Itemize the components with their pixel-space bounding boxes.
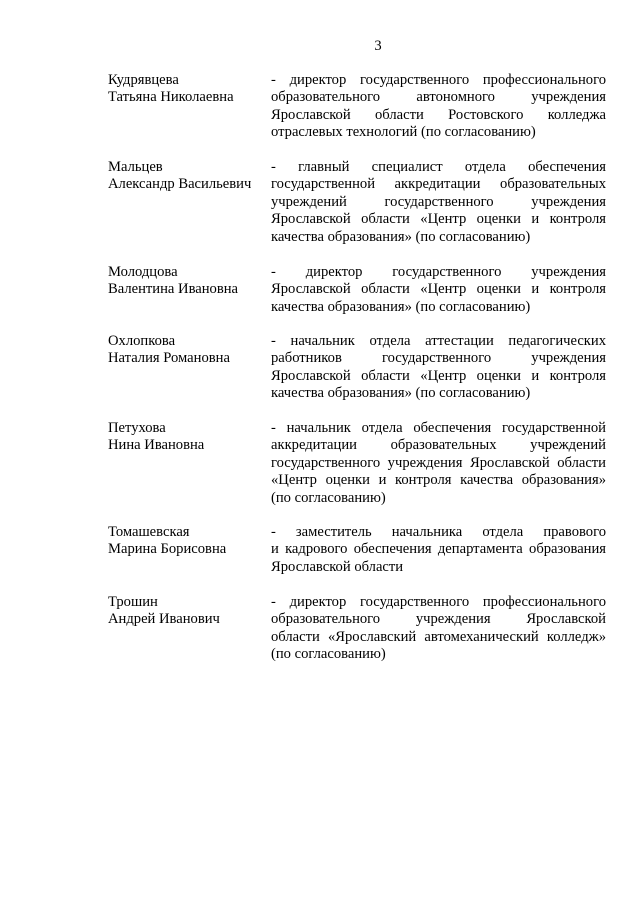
position-line: - директор государственного учреждения: [271, 264, 606, 280]
member-name: [108, 159, 268, 194]
member-name: [108, 333, 268, 368]
position-line: образовательного учреждения Ярославской: [271, 611, 606, 628]
member-given-names: Татьяна Николаевна: [108, 89, 234, 106]
member-name: [108, 264, 268, 299]
member-surname: Кудрявцева: [108, 72, 179, 88]
position-line: - главный специалист отдела обеспечения: [271, 159, 606, 175]
member-surname: Томашевская: [108, 524, 190, 540]
position-line: качества образования» (по согласованию): [271, 385, 531, 402]
position-line: - директор государственного профессионального: [271, 72, 606, 88]
position-line: - директор государственного профессионального: [271, 594, 606, 610]
position-line: - начальник отдела обеспечения государственной: [271, 420, 606, 436]
member-position: [271, 420, 606, 507]
member-position: [271, 159, 606, 246]
member-given-names: Андрей Иванович: [108, 611, 220, 628]
member-surname: Охлопкова: [108, 333, 176, 349]
position-line: Ярославской области «Центр оценки и контроля: [271, 367, 606, 384]
member-given-names: Александр Васильевич: [108, 176, 252, 193]
position-line: «Центр оценки и контроля качества образования»: [271, 472, 606, 489]
position-line: (по согласованию): [271, 489, 386, 506]
member-surname: Трошин: [108, 594, 158, 610]
member-position: [271, 524, 606, 576]
member-name: [108, 594, 268, 629]
position-line: государственного учреждения Ярославской области: [271, 454, 606, 471]
page-number: 3: [374, 38, 382, 54]
member-position: [271, 594, 606, 664]
position-line: учреждений государственного учреждения: [271, 193, 606, 210]
member-name: [108, 72, 268, 107]
member-given-names: Валентина Ивановна: [108, 281, 239, 298]
position-line: Ярославской области: [271, 558, 404, 575]
position-line: аккредитации образовательных учреждений: [271, 437, 606, 454]
position-line: Ярославской области «Центр оценки и контроля: [271, 281, 606, 298]
position-line: отраслевых технологий (по согласованию): [271, 124, 536, 141]
member-given-names: Наталия Романовна: [108, 350, 230, 367]
member-surname: Молодцова: [108, 264, 178, 280]
member-name: [108, 524, 268, 559]
member-surname: Петухова: [108, 420, 166, 436]
member-position: [271, 333, 606, 403]
position-line: - заместитель начальника отдела правового: [271, 524, 606, 540]
member-position: [271, 264, 606, 316]
position-line: образовательного автономного учреждения: [271, 89, 606, 106]
position-line: качества образования» (по согласованию): [271, 228, 531, 245]
position-line: - начальник отдела аттестации педагогических: [271, 333, 606, 349]
position-line: и кадрового обеспечения департамента образования: [271, 541, 606, 558]
member-surname: Мальцев: [108, 159, 163, 175]
position-line: работников государственного учреждения: [271, 350, 606, 367]
position-line: области «Ярославский автомеханический колледж»: [271, 628, 606, 645]
member-position: [271, 72, 606, 142]
position-line: Ярославской области «Центр оценки и контроля: [271, 211, 606, 228]
position-line: качества образования» (по согласованию): [271, 298, 531, 315]
member-name: [108, 420, 268, 455]
member-given-names: Нина Ивановна: [108, 437, 205, 454]
position-line: государственной аккредитации образовательных: [271, 176, 606, 193]
position-line: (по согласованию): [271, 646, 386, 663]
position-line: Ярославской области Ростовского колледжа: [271, 106, 606, 123]
member-given-names: Марина Борисовна: [108, 541, 227, 558]
